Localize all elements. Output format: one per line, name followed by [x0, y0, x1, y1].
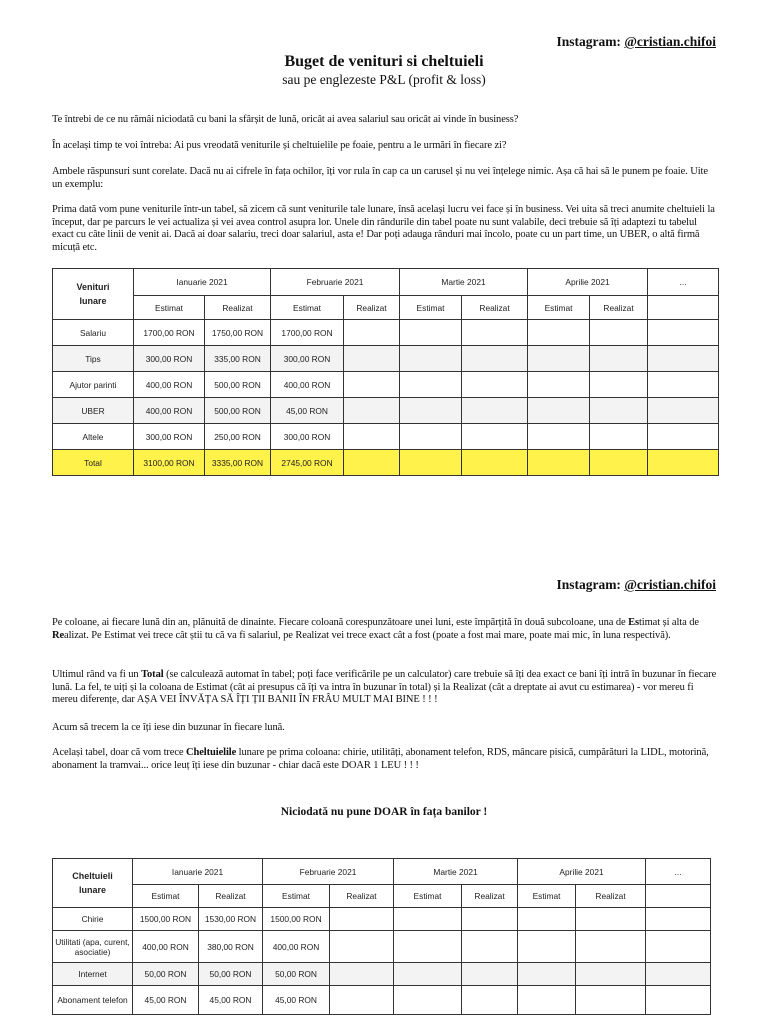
corner-line-2: lunare [79, 296, 107, 306]
row-label: Internet [53, 963, 133, 986]
table-cell [590, 424, 648, 450]
bold-run: Es [628, 617, 639, 628]
subheader-empty [648, 296, 719, 320]
table-cell [344, 320, 400, 346]
subheader-estimat: Estimat [400, 296, 462, 320]
month-header: Februarie 2021 [271, 269, 400, 296]
bold-run: Cheltuielile [186, 747, 237, 758]
month-header-more: ... [646, 859, 711, 885]
table-cell: 500,00 RON [205, 398, 271, 424]
instagram-label: Instagram: [556, 577, 621, 592]
table-cell [648, 398, 719, 424]
table-cell [528, 424, 590, 450]
instagram-credit-top [556, 34, 716, 50]
table-cell: 50,00 RON [199, 963, 263, 986]
table-cell [330, 908, 394, 931]
table-cell [344, 372, 400, 398]
table-cell [648, 450, 719, 476]
expenses-intro-paragraph: Acum să trecem la ce îți iese din buzunar în fiecare lună. [52, 722, 285, 733]
table-row [53, 986, 711, 1015]
table-cell: 1750,00 RON [205, 320, 271, 346]
month-header: Ianuarie 2021 [134, 269, 271, 296]
table-cell [462, 372, 528, 398]
subheader-estimat: Estimat [271, 296, 344, 320]
table-cell [590, 346, 648, 372]
table-cell [528, 320, 590, 346]
table-cell: 45,00 RON [133, 986, 199, 1015]
table-cell [394, 908, 462, 931]
intro-paragraph-3: Ambele răspunsuri sunt corelate. Dacă nu ai cifrele în fața ochilor, îți vor rula în cap ca un carusel și nu vei înțelege nimic. Așa că hai să le punem pe foaie. Uite un exemplu: [52, 166, 708, 190]
table-row [53, 963, 711, 986]
table-cell: 50,00 RON [263, 963, 330, 986]
instagram-credit-bottom [556, 577, 716, 593]
table-cell [330, 986, 394, 1015]
bold-run: Re [52, 629, 65, 641]
table-cell: 45,00 RON [199, 986, 263, 1015]
subheader-realizat: Realizat [205, 296, 271, 320]
table-cell: 300,00 RON [134, 424, 205, 450]
table-cell: 1700,00 RON [134, 320, 205, 346]
subheader-empty [646, 885, 711, 908]
table-cell [400, 346, 462, 372]
row-label: Utilitati (apa, curent, asociatie) [53, 931, 133, 963]
table-cell [400, 372, 462, 398]
intro-paragraph-4: Prima dată vom pune veniturile într-un tabel, să zicem că sunt veniturile tale lunare, însă același lucru vei face și în business. Vei uita să treci anumite cheltuieli la început, dar pe parcurs le vei actualiza și vei avea control asupra lor. Unele din rândurile din tabel poate nu sunt valabile, deci trebuie să îți adaptezi tu tabelul exact cu câte linii de venit ai. Dacă ai doar salariu, treci doar salariul, asta e! Dar poți adauga rânduri mai încolo, poate cu un part time, un UBER, o altă firmă micuță etc. [52, 204, 715, 253]
table-cell [462, 931, 518, 963]
expense-table [52, 858, 711, 1015]
table-cell [528, 398, 590, 424]
table-cell: 1530,00 RON [199, 908, 263, 931]
table-cell [400, 398, 462, 424]
text-run: Pe coloane, ai fiecare lună din an, plănuită de dinainte. Fiecare coloană corespunzătoare unei luni, este împărțită în două subcoloane, una de [52, 617, 629, 628]
expense-table-body [53, 908, 711, 1015]
total-explanation-paragraph [52, 669, 718, 707]
month-header: Martie 2021 [400, 269, 528, 296]
instagram-label: Instagram: [556, 34, 621, 49]
subheader-realizat: Realizat [462, 885, 518, 908]
table-row [53, 398, 719, 424]
expenses-explanation-paragraph [52, 747, 718, 772]
subheader-realizat: Realizat [576, 885, 646, 908]
text-run: Același tabel, doar că vom trece [52, 747, 187, 758]
table-cell [344, 450, 400, 476]
month-header-more: ... [648, 269, 719, 296]
table-cell [590, 320, 648, 346]
income-corner-header [53, 269, 134, 320]
text-run: Ultimul rând va fi un [52, 669, 142, 680]
table-row [53, 424, 719, 450]
text-run: lunare pe prima coloana: chirie, utilități, abonament telefon, RDS, mâncare pisică, cumpărături la LIDL, motorină, abonament la tramvai... orice leuț îți iese din buzunar - chiar dacă este DOAR 1 LEU ! ! ! [52, 747, 709, 771]
table-row [53, 908, 711, 931]
table-cell: 2745,00 RON [271, 450, 344, 476]
table-cell [528, 372, 590, 398]
row-label: Ajutor parinti [53, 372, 134, 398]
table-cell: 400,00 RON [263, 931, 330, 963]
row-label: Tips [53, 346, 134, 372]
subheader-realizat: Realizat [330, 885, 394, 908]
subheader-realizat: Realizat [462, 296, 528, 320]
table-cell: 300,00 RON [271, 424, 344, 450]
income-table-body [53, 320, 719, 476]
table-cell [462, 450, 528, 476]
text-run: (se calculează automat în tabel; poți face verificările pe un calculator) care trebuie să îți dea exact ce bani îți intră în buzunar în fiecare lună. La fel, te uiți și la coloana de Estimat (cât ai presupus că îți va intra în buzunar în total) și la Realizat (cât a dreptate ai avut cu estimarea) - vor mereu fi mereu diferențe, dar AȘA VEI ÎNVĂȚA SĂ ÎȚI ȚII BANII ÎN FRÂU MULT MAI BINE ! ! ! [52, 669, 717, 706]
text-run: timat [638, 617, 661, 628]
text-run: . Pe Estimat vei trece cât știi tu că va fi salariul, pe Realizat vei trece exact cât a fost (poate a fost mai mare, poate mai mic, în luna respectivă). [86, 629, 671, 641]
table-cell: 380,00 RON [199, 931, 263, 963]
table-cell [590, 372, 648, 398]
row-label: Chirie [53, 908, 133, 931]
table-cell [462, 346, 528, 372]
text-run: și alta de [660, 617, 699, 628]
table-row [53, 931, 711, 963]
table-cell [400, 450, 462, 476]
table-cell [646, 908, 711, 931]
table-cell [648, 424, 719, 450]
table-cell: 400,00 RON [134, 398, 205, 424]
table-cell [462, 986, 518, 1015]
subheader-estimat: Estimat [518, 885, 576, 908]
table-cell [462, 908, 518, 931]
table-cell: 500,00 RON [205, 372, 271, 398]
income-table [52, 268, 719, 476]
row-label: UBER [53, 398, 134, 424]
table-cell [400, 424, 462, 450]
table-cell: 1500,00 RON [263, 908, 330, 931]
table-cell [576, 963, 646, 986]
table-cell [462, 320, 528, 346]
subheader-estimat: Estimat [528, 296, 590, 320]
table-cell: 1500,00 RON [133, 908, 199, 931]
table-row [53, 346, 719, 372]
subheader-estimat: Estimat [134, 296, 205, 320]
table-cell: 45,00 RON [263, 986, 330, 1015]
table-cell [518, 908, 576, 931]
row-label: Altele [53, 424, 134, 450]
table-cell: 3335,00 RON [205, 450, 271, 476]
table-cell [528, 450, 590, 476]
bold-run: Total [141, 669, 164, 680]
income-total-row [53, 450, 719, 476]
table-cell: 250,00 RON [205, 424, 271, 450]
instagram-handle-link[interactable]: @cristian.chifoi [624, 577, 716, 592]
month-header: Martie 2021 [394, 859, 518, 885]
corner-line-1: Cheltuieli [72, 871, 113, 881]
table-cell [646, 931, 711, 963]
text-run: alizat [64, 629, 87, 641]
table-cell [576, 986, 646, 1015]
table-cell [394, 963, 462, 986]
subheader-estimat: Estimat [133, 885, 199, 908]
columns-explanation-paragraph [52, 617, 718, 642]
table-cell: 335,00 RON [205, 346, 271, 372]
month-header: Aprilie 2021 [518, 859, 646, 885]
corner-line-2: lunare [78, 885, 106, 895]
table-cell [576, 908, 646, 931]
table-row [53, 320, 719, 346]
table-cell [400, 320, 462, 346]
table-cell [462, 398, 528, 424]
subheader-realizat: Realizat [590, 296, 648, 320]
table-cell: 300,00 RON [134, 346, 205, 372]
row-label: Abonament telefon [53, 986, 133, 1015]
table-cell [462, 963, 518, 986]
subheader-realizat: Realizat [344, 296, 400, 320]
month-header: Ianuarie 2021 [133, 859, 263, 885]
table-cell [646, 963, 711, 986]
month-header: Aprilie 2021 [528, 269, 648, 296]
document-title: Buget de venituri si cheltuieli [284, 53, 484, 70]
table-cell: 400,00 RON [271, 372, 344, 398]
table-cell [518, 931, 576, 963]
table-cell: 400,00 RON [133, 931, 199, 963]
expense-corner-header [53, 859, 133, 908]
corner-line-1: Venituri [76, 282, 110, 292]
table-cell: 3100,00 RON [134, 450, 205, 476]
table-cell [344, 398, 400, 424]
subheader-estimat: Estimat [394, 885, 462, 908]
table-cell: 45,00 RON [271, 398, 344, 424]
table-cell [394, 931, 462, 963]
table-cell [648, 346, 719, 372]
row-label: Salariu [53, 320, 134, 346]
highlight-statement: Niciodată nu pune DOAR în fața banilor ! [280, 806, 488, 818]
table-cell [330, 963, 394, 986]
table-cell: 1700,00 RON [271, 320, 344, 346]
table-cell [394, 986, 462, 1015]
table-cell: 400,00 RON [134, 372, 205, 398]
table-cell: 300,00 RON [271, 346, 344, 372]
table-cell [576, 931, 646, 963]
total-label: Total [53, 450, 134, 476]
table-row [53, 372, 719, 398]
table-cell [518, 963, 576, 986]
subheader-estimat: Estimat [263, 885, 330, 908]
subheader-realizat: Realizat [199, 885, 263, 908]
table-cell [590, 398, 648, 424]
table-cell [330, 931, 394, 963]
intro-paragraph-2: În același timp te voi întreba: Ai pus vreodată veniturile și cheltuielile pe foaie, pentru a le urmări în fiecare zi? [52, 140, 507, 151]
table-cell [462, 424, 528, 450]
instagram-handle-link[interactable]: @cristian.chifoi [624, 34, 716, 49]
table-cell [528, 346, 590, 372]
table-cell: 50,00 RON [133, 963, 199, 986]
table-cell [344, 424, 400, 450]
table-cell [646, 986, 711, 1015]
table-cell [648, 320, 719, 346]
table-cell [344, 346, 400, 372]
table-cell [518, 986, 576, 1015]
intro-paragraph-1: Te întrebi de ce nu rămâi niciodată cu bani la sfârșit de lună, oricât ai avea salariul sau oricât ai vinde în business? [52, 114, 519, 125]
document-subtitle: sau pe englezeste P&L (profit & loss) [282, 72, 486, 87]
table-cell [590, 450, 648, 476]
month-header: Februarie 2021 [263, 859, 394, 885]
table-cell [648, 372, 719, 398]
